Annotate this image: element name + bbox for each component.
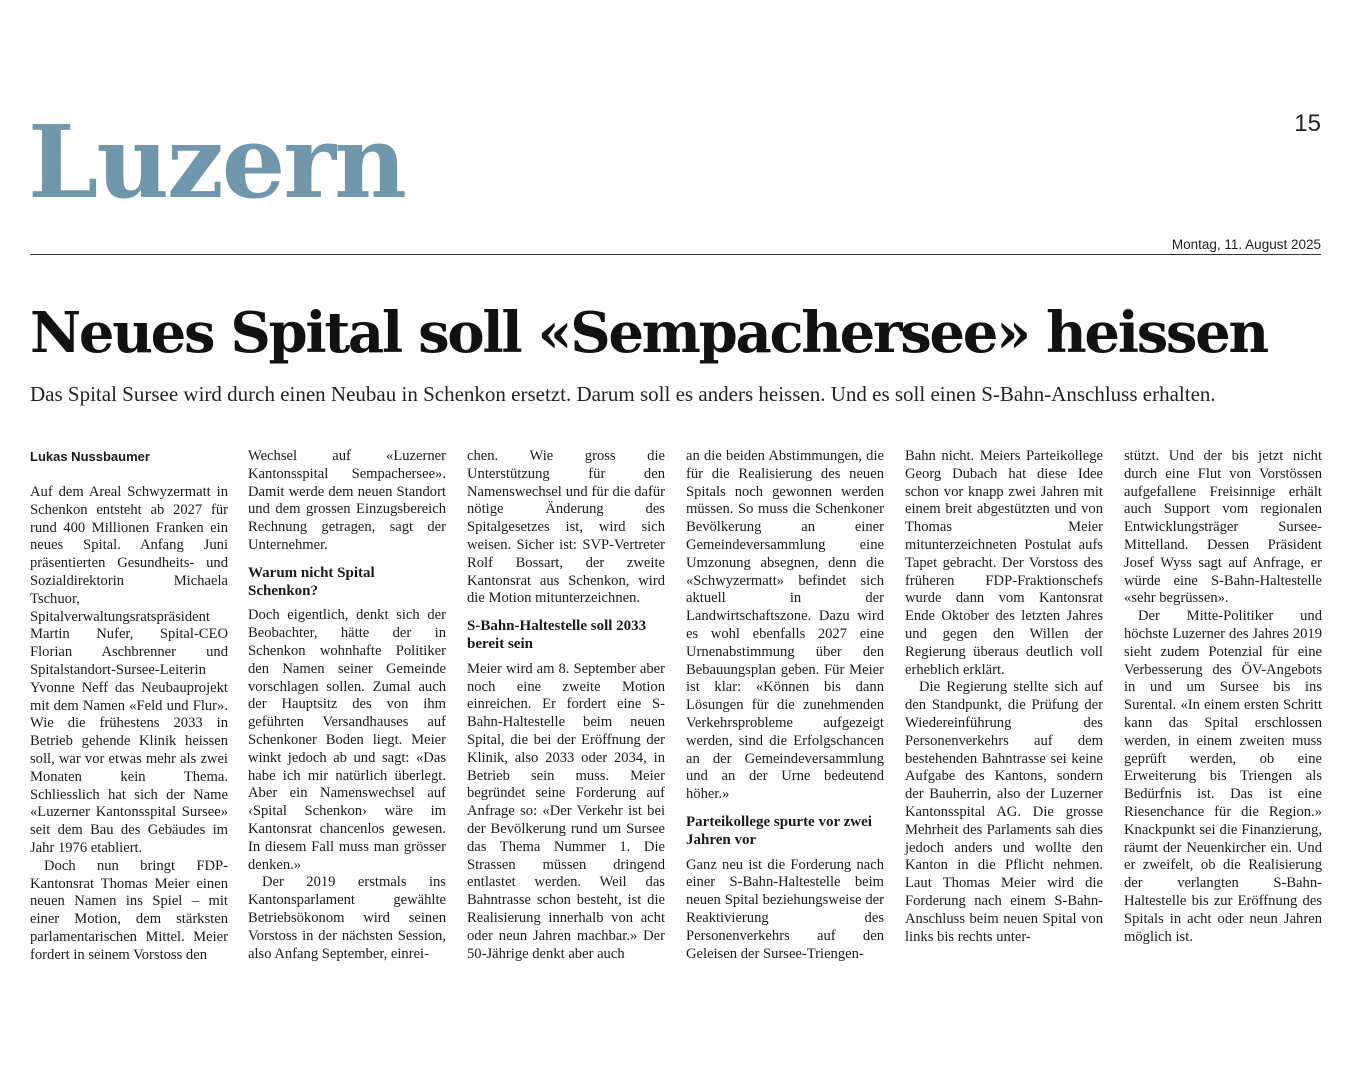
paragraph: Ganz neu ist die Forderung nach einer S-Bahn-Haltestelle beim neuen Spital beziehungsweise der Reaktivierung des Personenverkehrs auf den Geleisen der Sursee-Triengen-	[686, 856, 884, 962]
paragraph: Doch nun bringt FDP-Kantonsrat Thomas Meier einen neuen Namen ins Spiel – mit einer Motion, dem stärksten parlamentarischen Mittel. Meier fordert in seinem Vorstoss den	[30, 857, 228, 963]
paragraph: Doch eigentlich, denkt sich der Beobachter, hätte der in Schenkon wohnhafte Politiker den Namen seiner Gemeinde vorschlagen sollen. Zumal auch der Hauptsitz des von ihm geführten Versandhauses auf Schenkoner Boden liegt. Meier winkt jedoch ab und sagt: «Das habe ich mir natürlich überlegt. Aber ein Namenswechsel auf ‹Spital Schenkon› wäre im Kantonsrat chancenlos gewesen. In diesem Fall muss man grösser denken.»	[248, 607, 446, 873]
paragraph: Der 2019 erstmals ins Kantonsparlament gewählte Betriebsökonom wird seinen Vorstoss in der nächsten Session, also Anfang September, einrei-	[248, 874, 446, 962]
article-column-1	[30, 448, 228, 965]
paragraph: Auf dem Areal Schwyzermatt in Schenkon entsteht ab 2027 für rund 400 Millionen Franken ein neues Spital. Anfang Juni präsentierten Gesundheits- und Sozialdirektorin Michaela Tschuor, Spitalverwaltungsratspräsident Martin Nufer, Spital-CEO Florian Aschbrenner und Spitalstandort-Sursee-Leiterin Yvonne Neff das Neubauprojekt mit dem Namen «Feld und Flur». Wie die frühestens 2033 in Betrieb gehende Klinik heissen soll, war vor etwas mehr als zwei Monaten kein Thema. Schliesslich hat sich der Name «Luzerner Kantonsspital Sursee» seit dem Bau des Gebäudes im Jahr 1976 etabliert.	[30, 484, 228, 856]
author-byline: Lukas Nussbaumer	[30, 449, 150, 464]
article-column-2	[248, 448, 446, 963]
paragraph: Wechsel auf «Luzerner Kantonsspital Sempachersee». Damit werde dem neuen Standort und dem grossen Einzugsbereich Rechnung getragen, sagt der Unternehmer.	[248, 448, 446, 553]
paragraph: Der Mitte-Politiker und höchste Luzerner des Jahres 2019 sieht zudem Potenzial für eine Verbesserung des ÖV-Angebots in und um Sursee bis ins Surental. «In einem ersten Schritt kann das Spital erschlossen werden, in einem zweiten muss geprüft werden, ob eine Erweiterung bis Triengen als Bedürfnis ist. Das ist eine Riesenchance für die Region.» Knackpunkt sei die Finanzierung, räumt der Neuenkircher ein. Und er zweifelt, ob die Realisierung der verlangten S-Bahn-Haltestelle bis zur Eröffnung des Spitals in acht oder neun Jahren möglich ist.	[1124, 608, 1322, 945]
page-number: 15	[1294, 110, 1321, 137]
article-column-3	[467, 448, 665, 963]
article-column-6	[1124, 448, 1322, 946]
paragraph: Die Regierung stellte sich auf den Standpunkt, die Prüfung der Wiedereinführung des Personenverkehrs auf dem bestehenden Bahntrasse sei keine Aufgabe des Kantons, sondern der Bauherrin, also der Luzerner Kantonsspital AG. Die grosse Mehrheit des Parlaments sah dies jedoch anders und wollte den Kanton in die Pflicht nehmen. Laut Thomas Meier wird die Forderung nach einem S-Bahn-Anschluss beim neuen Spital von links bis rechts unter-	[905, 679, 1103, 945]
subheading: S-Bahn-Haltestelle soll 2033 bereit sein	[467, 618, 647, 652]
article-column-4	[686, 448, 884, 963]
subheading: Parteikollege spurte vor zwei Jahren vor	[686, 813, 872, 848]
section-title: Luzern	[28, 103, 405, 221]
article-column-5	[905, 448, 1103, 946]
paragraph: Bahn nicht. Meiers Parteikollege Georg Dubach hat diese Idee schon vor knapp zwei Jahren mit einem breit abgestützten und von Thomas Meier mitunterzeichneten Postulat aufs Tapet gebracht. Der Vorstoss des früheren FDP-Fraktionschefs wurde dann vom Kantonsrat Ende Oktober des letzten Jahres und gegen den Willen der Regierung überaus deutlich voll erheblich erklärt.	[905, 448, 1103, 678]
paragraph: Meier wird am 8. September aber noch eine zweite Motion einreichen. Er fordert eine S-Bahn-Haltestelle beim neuen Spital, die bei der Eröffnung der Klinik, also 2033 oder 2034, in Betrieb sein muss. Meier begründet seine Forderung auf Anfrage so: «Der Verkehr ist bei der Bevölkerung rund um Sursee das Thema Nummer 1. Die Strassen müssen dringend entlastet werden. Weil das Bahntrasse schon besteht, ist die Realisierung innerhalb von acht oder neun Jahren machbar.» Der 50-Jährige denkt aber auch	[467, 660, 665, 962]
paragraph: stützt. Und der bis jetzt nicht durch eine Flut von Vorstössen aufgefallene Freisinnige erhält auch Support vom regionalen Entwicklungsträger Sursee-Mittelland. Dessen Präsident Josef Wyss sagt auf Anfrage, er würde eine S-Bahn-Haltestelle «sehr begrüssen».	[1124, 448, 1322, 607]
paragraph: an die beiden Abstimmungen, die für die Realisierung des neuen Spitals noch gewonnen werden müssen. So muss die Schenkoner Bevölkerung an einer Gemeindeversammlung eine Umzonung absegnen, denn die «Schwyzermatt» befindet sich aktuell in der Landwirtschaftszone. Dazu wird es wohl ebenfalls 2027 eine Urnenabstimmung über den Bebauungsplan geben. Für Meier ist klar: «Können bis dann Lösungen für die zunehmenden Verkehrsprobleme aufgezeigt werden, sind die Erfolgschancen an der Gemeindeversammlung und an der Urne bedeutend höher.»	[686, 448, 884, 803]
header-rule	[30, 254, 1321, 255]
paragraph: chen. Wie gross die Unterstützung für den Namenswechsel und für die dafür nötige Änderung des Spitalgesetzes ist, wird sich weisen. Sicher ist: SVP-Vertreter Rolf Bossart, der zweite Kantonsrat aus Schenkon, wird die Motion mitunterzeichnen.	[467, 448, 665, 607]
article-lead: Das Spital Sursee wird durch einen Neubau in Schenkon ersetzt. Darum soll es anders heissen. Und es soll einen S-Bahn-Anschluss erhalten.	[30, 382, 1216, 406]
article-headline: Neues Spital soll «Sempachersee» heissen	[30, 300, 1267, 366]
subheading: Warum nicht Spital Schenkon?	[248, 564, 375, 599]
publication-date: Montag, 11. August 2025	[1171, 237, 1321, 252]
